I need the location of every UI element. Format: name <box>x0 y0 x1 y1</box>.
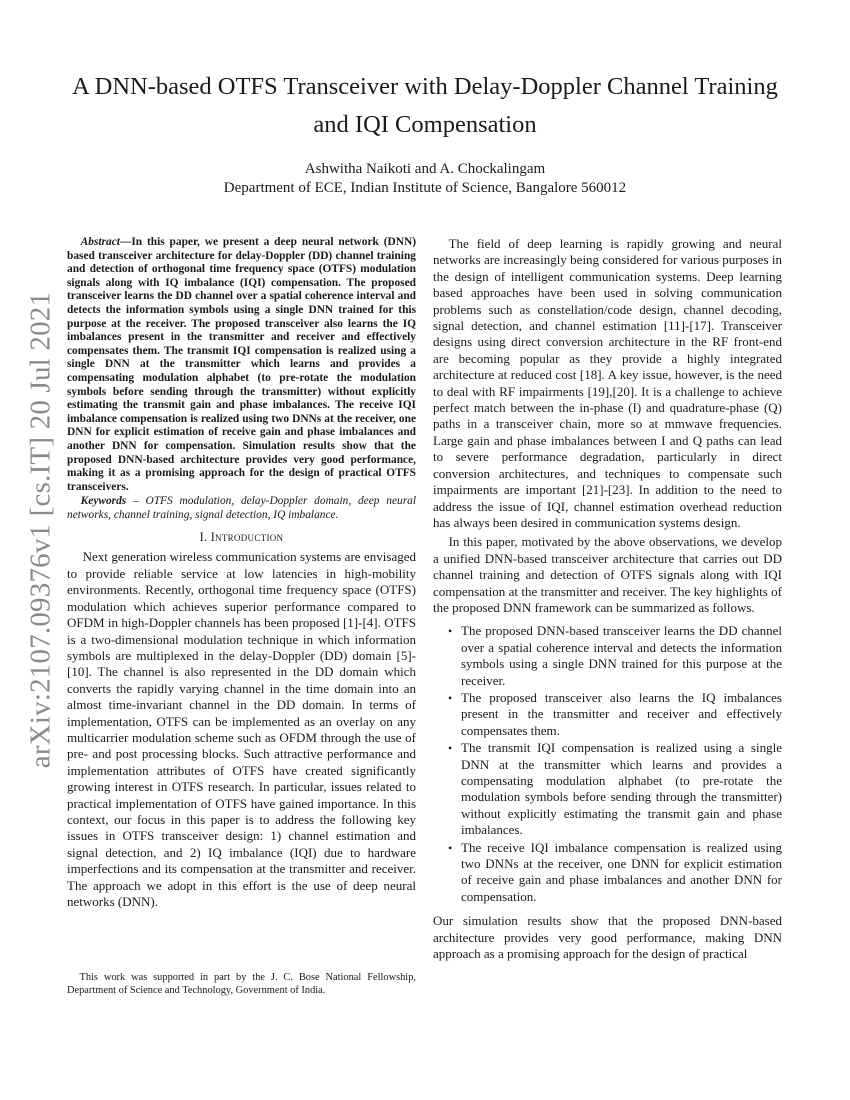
right-paragraph-3: Our simulation results show that the proposed DNN-based architecture provides very good performance, making DNN approach as a promising approach for the design of practical <box>433 913 782 962</box>
list-item: • The transmit IQI compensation is realized using a single DNN at the transmitter which learns and provides a compensating modulation alphabet (to pre-rotate the modulation symbols before sending through the transmitter) without explicitly estimating the transmit gain and phase imbalances. <box>448 740 782 838</box>
section-title: Introduction <box>210 530 284 545</box>
bullet-icon: • <box>448 840 453 855</box>
section-heading-introduction <box>67 530 416 545</box>
author-names: Ashwitha Naikoti and A. Chockalingam <box>304 161 546 177</box>
left-column <box>67 236 416 910</box>
abstract-label: Abstract <box>80 236 120 248</box>
author-affiliation: Department of ECE, Indian Institute of Science, Bangalore 560012 <box>223 180 627 196</box>
section-numeral: I. <box>199 530 211 545</box>
bullet-icon: • <box>448 741 453 756</box>
bullet-icon: • <box>448 624 453 639</box>
abstract <box>67 236 416 494</box>
paper-title: A DNN-based OTFS Transceiver with Delay-Doppler Channel Training and IQI Compensation <box>72 73 778 138</box>
arxiv-identifier <box>18 291 64 769</box>
right-paragraph-1: The field of deep learning is rapidly growing and neural networks are increasingly being considered for various purposes in the design of intelligent communication systems. Deep learning based approaches have been used in solving communication problems such as constellation/code design, channel decoding, signal detection, and channel estimation [11]-[17]. Transceiver designs using direct conversion architecture in the RF front-end are becoming popular as they provide a highly integrated architecture at reduced cost [18]. A key issue, however, is the need to deal with RF impairments [19],[20]. It is a challenge to achieve perfect match between the in-phase (I) and quadrature-phase (Q) paths in a transceiver chain, more so at mmwave frequencies. Large gain and phase imbalances between I and Q paths can lead to severe performance degradation, particularly in direct conversion architectures, and techniques to compensate such impairments are important [21]-[23]. In addition to the need to address the issue of IQI, channel estimation overhead reduction has always been desired in communication systems design. <box>433 236 782 530</box>
keywords <box>67 495 416 522</box>
keywords-text: – OTFS modulation, delay-Doppler domain, deep neural networks, channel training, signal detection, IQ imbalance. <box>67 495 416 521</box>
abstract-text: —In this paper, we present a deep neural network (DNN) based transceiver architecture for delay-Doppler (DD) channel training and detection of orthogonal time frequency space (OTFS) modulation signals along with IQ imbalance (IQI) compensation. The proposed transceiver learns the DD channel over a spatial coherence interval and detects the information symbols using a single DNN trained for this purpose at the receiver. The proposed transceiver also learns the IQ imbalances present in the transmitter and receiver and effectively compensates them. The transmit IQI compensation is realized using a single DNN at the transmitter which learns and provides a compensating modulation alphabet (to pre-rotate the modulation symbols before sending through the transmitter) without explicitly estimating the transmit gain and phase imbalances. The receive IQI imbalance compensation is realized using two DNNs at the receiver, one DNN for explicit estimation of receive gain and phase imbalances and another DNN for compensation. Simulation results show that the proposed DNN-based architecture provides very good performance, making it as a promising approach for the design of practical OTFS transceivers. <box>67 236 416 493</box>
keywords-label: Keywords <box>80 495 127 508</box>
right-paragraph-2: In this paper, motivated by the above observations, we develop a unified DNN-based transceiver architecture that carries out DD channel training and detection of OTFS signals along with IQI compensation at the transmitter and receiver. The key highlights of the proposed DNN framework can be summarized as follows. <box>433 534 782 615</box>
arxiv-identifier-text: arXiv:2107.09376v1 [cs.IT] 20 Jul 2021 <box>24 291 57 769</box>
bullet-icon: • <box>448 690 453 705</box>
footnote: This work was supported in part by the J. C. Bose National Fellowship, Department of Science and Technology, Government of India. <box>67 972 416 996</box>
highlights-list <box>433 623 782 905</box>
intro-paragraph: Next generation wireless communication systems are envisaged to provide reliable service at low latencies in high-mobility environments. Recently, orthogonal time frequency space (OTFS) modulation which achieves superior performance compared to OFDM in high-Doppler channels has been proposed [1]-[4]. OTFS is a two-dimensional modulation technique in which information symbols are multiplexed in the delay-Doppler (DD) domain [5]-[10]. The channel is also represented in the DD domain which converts the rapidly varying channel in the time domain into an almost time-invariant channel in the DD domain. In terms of implementation, OTFS can be implemented as an overlay on any multicarrier modulation scheme such as OFDM through the use of pre- and post processing blocks. Such attractive performance and implementation attributes of OTFS have created significantly growing interest in OTFS research. In particular, issues related to practical implementation of OTFS have gained importance. In this context, our focus in this paper is to address the following key issues in OTFS transceiver design: 1) channel estimation and signal detection, and 2) IQ imbalance (IQI) due to hardware imperfections and its compensation at the transmitter and receiver. The approach we adopt in this effort is the use of deep neural networks (DNN). <box>67 549 416 909</box>
right-column <box>433 236 782 962</box>
author-block <box>70 160 780 198</box>
list-item: • The receive IQI imbalance compensation is realized using two DNNs at the receiver, one DNN for explicit estimation of receive gain and phase imbalances and another DNN for compensation. <box>448 839 782 904</box>
list-item: • The proposed DNN-based transceiver learns the DD channel over a spatial coherence interval and detects the information symbols using a single DNN trained for this purpose at the receiver. <box>448 623 782 688</box>
list-item: • The proposed transceiver also learns the IQ imbalances present in the transmitter and receiver and effectively compensates them. <box>448 689 782 738</box>
